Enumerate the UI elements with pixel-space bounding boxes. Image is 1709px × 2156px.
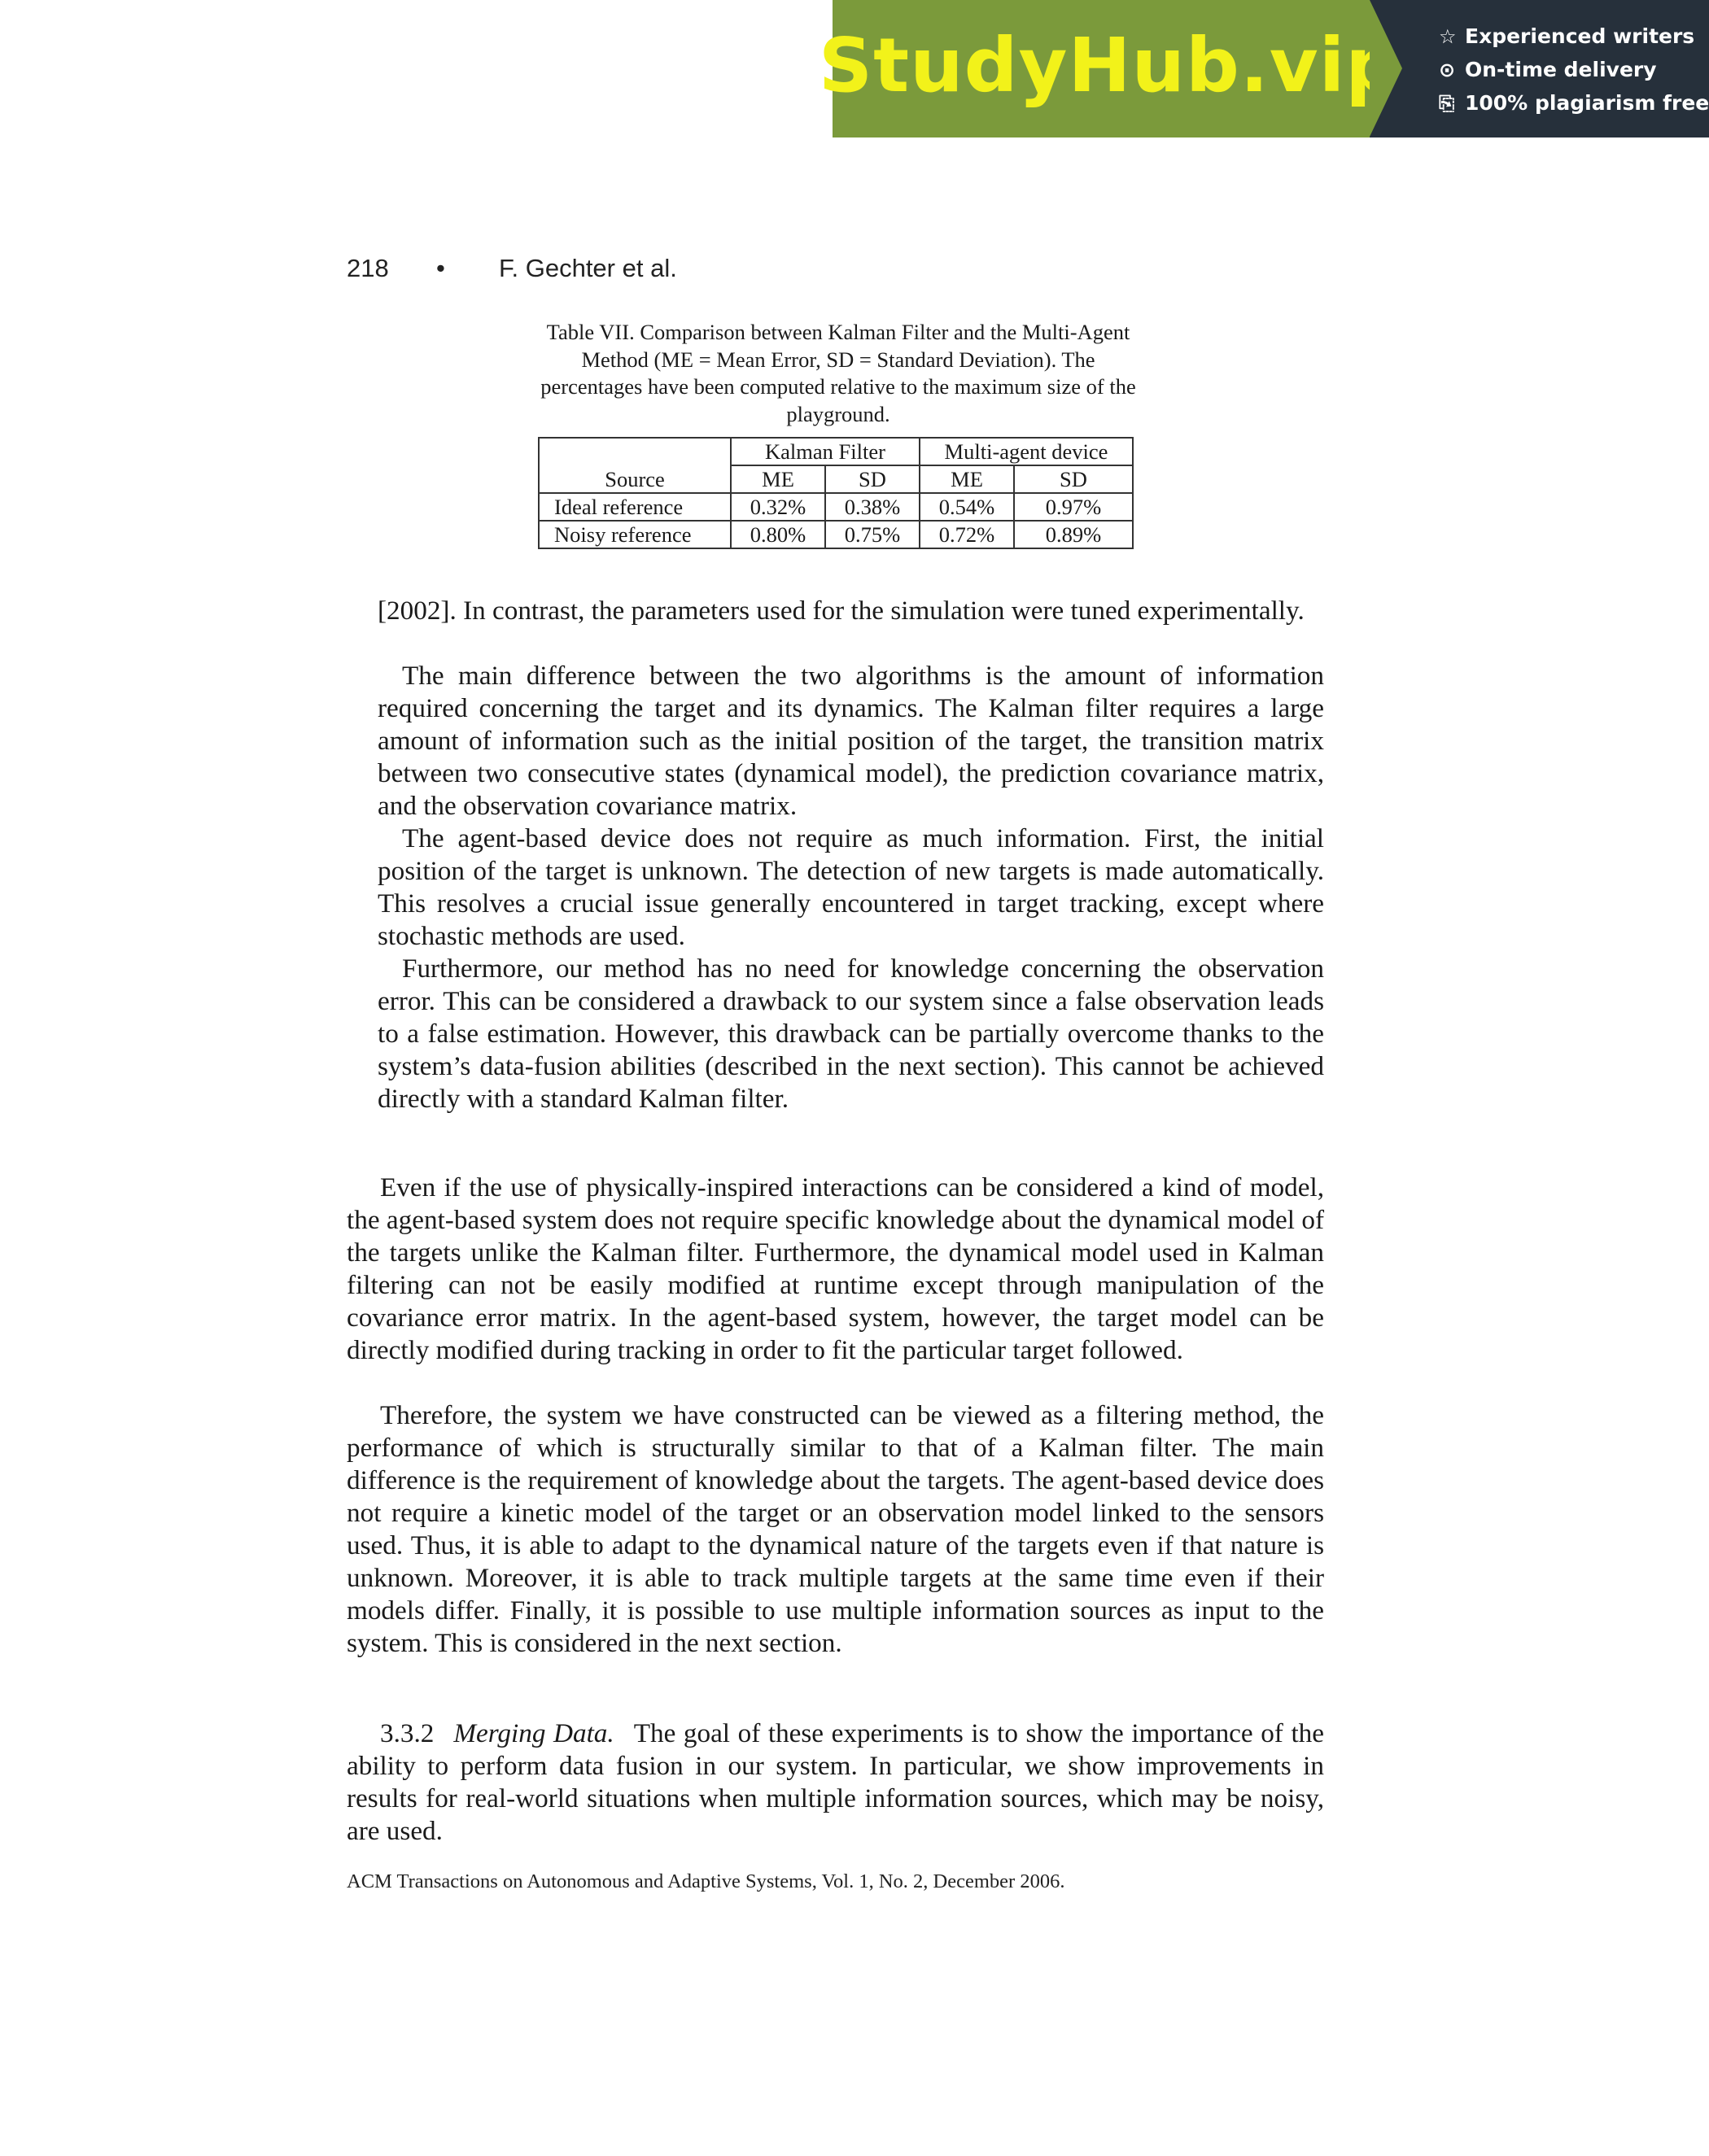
feature-label: Experienced writers [1465,24,1695,48]
table-header-row [539,438,1133,465]
subheader-sd: SD [1014,465,1133,493]
table-header-blank [539,438,731,465]
table-cell: 0.89% [1014,521,1133,548]
feature-experienced-writers [1439,20,1709,53]
section-text: The goal of these experiments is to show the importance of the ability to perform data fusion in our system. In particular, we show improvements in results for real-world situations when multiple information sources, which may be noisy, are used. [347,1718,1324,1846]
page-number: 218 [347,254,389,282]
paragraph-2: The main difference between the two algorithms is the amount of information required concerning the target and its dynamics. The Kalman filter requires a large amount of information such as the initial position of the target, the transition matrix between two consecutive states (dynamical model), the prediction covariance matrix, and the observation covariance matrix. [378,661,1324,821]
table-cell: 0.97% [1014,493,1133,521]
clock-icon: ⊙ [1439,58,1456,81]
table-caption: Table VII. Comparison between Kalman Filter and the Multi-Agent Method (ME = Mean Error, SD = Standard Deviation). The percentages have been computed relative to the maximum size of the playground. [540,320,1136,426]
feature-label: On-time delivery [1465,58,1657,81]
logo-text: StudyHub.vip [818,22,1401,109]
journal-footer: ACM Transactions on Autonomous and Adaptive Systems, Vol. 1, No. 2, December 2006. [347,1870,1065,1892]
subheader-me: ME [731,465,825,493]
subheader-sd: SD [825,465,920,493]
paragraph-6: Therefore, the system we have constructed can be viewed as a filtering method, the performance of which is structurally similar to that of a Kalman filter. The main difference is the requirement of knowledge about the targets. The agent-based device does not require a kinetic model of the target or an observation model linked to the sensors used. Thus, it is able to adapt to the dynamical nature of the targets even if that nature is unknown. Moreover, it is able to track multiple targets at the same time even if their models differ. Finally, it is possible to use multiple information sources as input to the system. This is considered in the next section. [347,1400,1324,1658]
table-row [539,521,1133,548]
feature-plagiarism-free [1439,86,1709,120]
source-header: Source [539,465,731,493]
star-icon: ☆ [1439,24,1457,48]
subheader-me: ME [920,465,1014,493]
banner-features [1370,0,1709,137]
paragraph-4: Furthermore, our method has no need for knowledge concerning the observation error. This can be considered a drawback to our system since a false observation leads to a false estimation. However, this drawback can be partially overcome thanks to the system’s data-fusion abilities (described in the next section). This cannot be achieved directly with a standard Kalman filter. [378,954,1324,1114]
table-cell: 0.75% [825,521,920,548]
group-header-multi-agent: Multi-agent device [920,438,1133,465]
section-number: 3.3.2 [380,1718,435,1748]
paragraph-5: Even if the use of physically-inspired interactions can be considered a kind of model, the agent-based system does not require specific knowledge about the dynamical model of the targets unlike the Kalman filter. Furthermore, the dynamical model used in Kalman filtering can not be easily modified at runtime except through manipulation of the covariance error matrix. In the agent-based system, however, the target model can be directly modified during tracking in order to fit the particular target followed. [347,1172,1324,1365]
feature-on-time-delivery [1439,53,1709,86]
feature-label: 100% plagiarism free [1465,91,1709,115]
group-header-kalman: Kalman Filter [731,438,920,465]
row-source: Ideal reference [539,493,731,521]
table-subheader-row [539,465,1133,493]
studyhub-logo[interactable] [818,0,1401,137]
paragraph-section [347,1717,1324,1848]
ad-banner[interactable] [818,0,1709,137]
table-cell: 0.54% [920,493,1014,521]
header-bullet: • [436,254,445,282]
paragraph-3: The agent-based device does not require as much information. First, the initial position of the target is unknown. The detection of new targets is made automatically. This resolves a crucial issue generally encountered in target tracking, except where stochastic methods are used. [378,823,1324,951]
comparison-table [538,437,1134,549]
section-title: Merging Data. [453,1718,614,1748]
running-header [347,254,677,283]
table-cell: 0.72% [920,521,1014,548]
paragraph-1: [2002]. In contrast, the parameters used for the simulation were tuned experimentally. [378,596,1305,626]
table-cell: 0.38% [825,493,920,521]
table-cell: 0.32% [731,493,825,521]
table-row [539,493,1133,521]
check-document-icon: ⎘ [1439,91,1455,115]
header-authors: F. Gechter et al. [499,254,677,282]
row-source: Noisy reference [539,521,731,548]
table-cell: 0.80% [731,521,825,548]
